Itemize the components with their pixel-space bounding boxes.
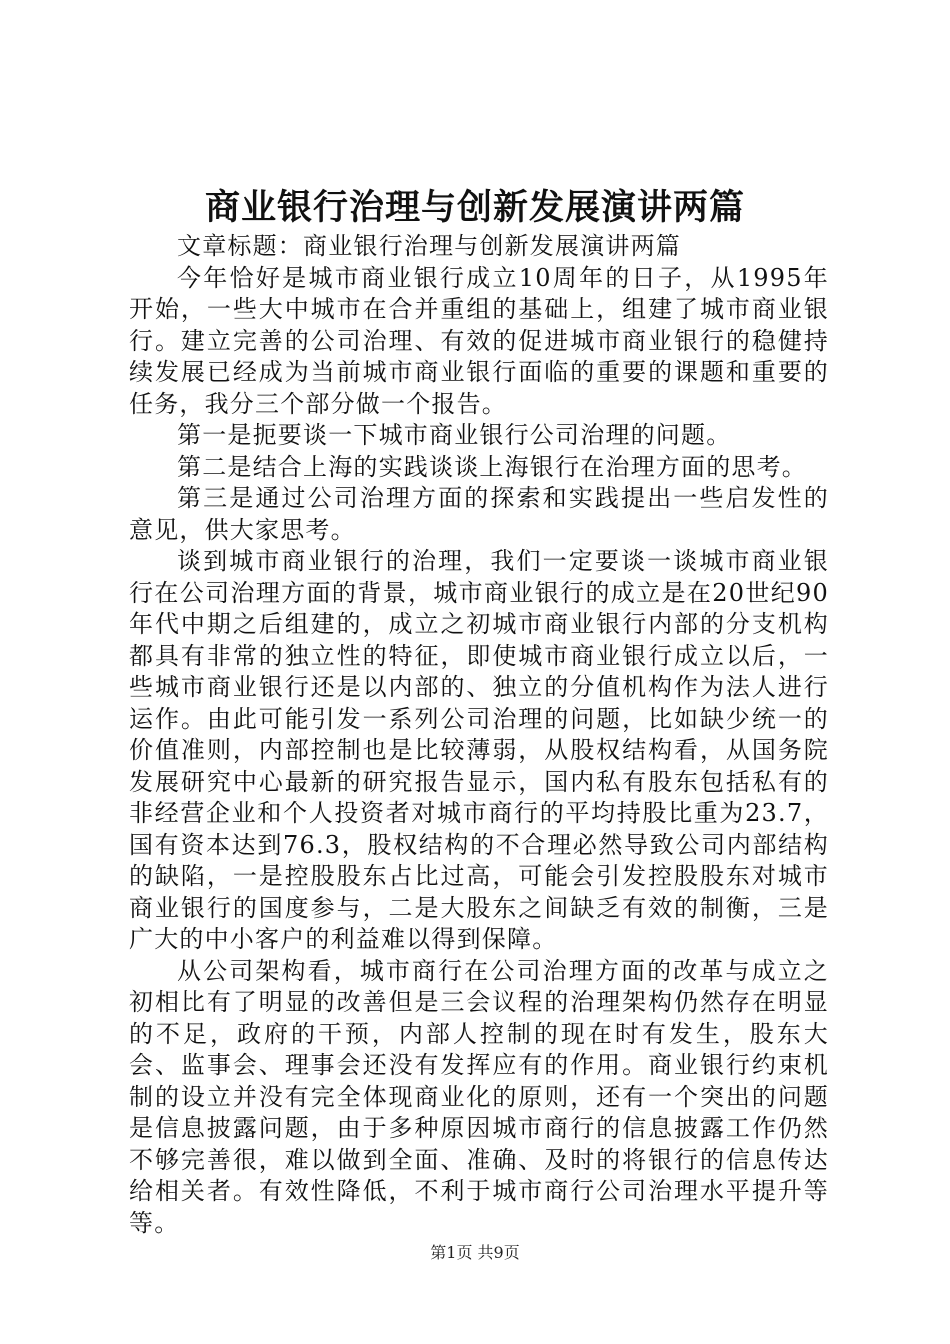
document-title: 商业银行治理与创新发展演讲两篇 <box>204 188 745 228</box>
article-title-line: 文章标题：商业银行治理与创新发展演讲两篇 <box>177 232 681 260</box>
page-footer: 第1页 共9页 <box>430 1243 520 1262</box>
paragraph: 今年恰好是城市商业银行成立10周年的日子，从1995年开始，一些大中城市在合并重组的基础上，组建了城市商业银行。建立完善的公司治理、有效的促进城市商业银行的稳健持续发展已经成为当前城市商业银行面临的重要的课题和重要的任务，我分三个部分做一个报告。 <box>129 263 829 418</box>
paragraph: 第一是扼要谈一下城市商业银行公司治理的问题。 <box>177 421 732 449</box>
paragraph: 第三是通过公司治理方面的探索和实践提出一些启发性的意见，供大家思考。 <box>129 484 829 544</box>
paragraph: 从公司架构看，城市商行在公司治理方面的改革与成立之初相比有了明显的改善但是三会议程的治理架构仍然存在明显的不足，政府的干预，内部人控制的现在时有发生，股东大会、监事会、理事会还没有发挥应有的作用。商业银行约束机制的设立并没有完全体现商业化的原则，还有一个突出的问题是信息披露问题，由于多种原因城市商行的信息披露工作仍然不够完善很，难以做到全面、准确、及时的将银行的信息传达给相关者。有效性降低，不利于城市商行公司治理水平提升等等。 <box>129 956 829 1237</box>
paragraph: 谈到城市商业银行的治理，我们一定要谈一谈城市商业银行在公司治理方面的背景，城市商业银行的成立是在20世纪90年代中期之后组建的，成立之初城市商业银行内部的分支机构都具有非常的独立性的特征，即使城市商业银行成立以后，一些城市商业银行还是以内部的、独立的分值机构作为法人进行运作。由此可能引发一系列公司治理的问题，比如缺少统一的价值准则，内部控制也是比较薄弱，从股权结构看，从国务院发展研究中心最新的研究报告显示，国内私有股东包括私有的非经营企业和个人投资者对城市商行的平均持股比重为23.7，国有资本达到76.3，股权结构的不合理必然导致公司内部结构的缺陷，一是控股股东占比过高，可能会引发控股股东对城市商业银行的国度参与，二是大股东之间缺乏有效的制衡，三是广大的中小客户的利益难以得到保障。 <box>129 547 829 953</box>
document-body <box>129 231 829 1239</box>
paragraph: 第二是结合上海的实践谈谈上海银行在治理方面的思考。 <box>177 452 807 481</box>
